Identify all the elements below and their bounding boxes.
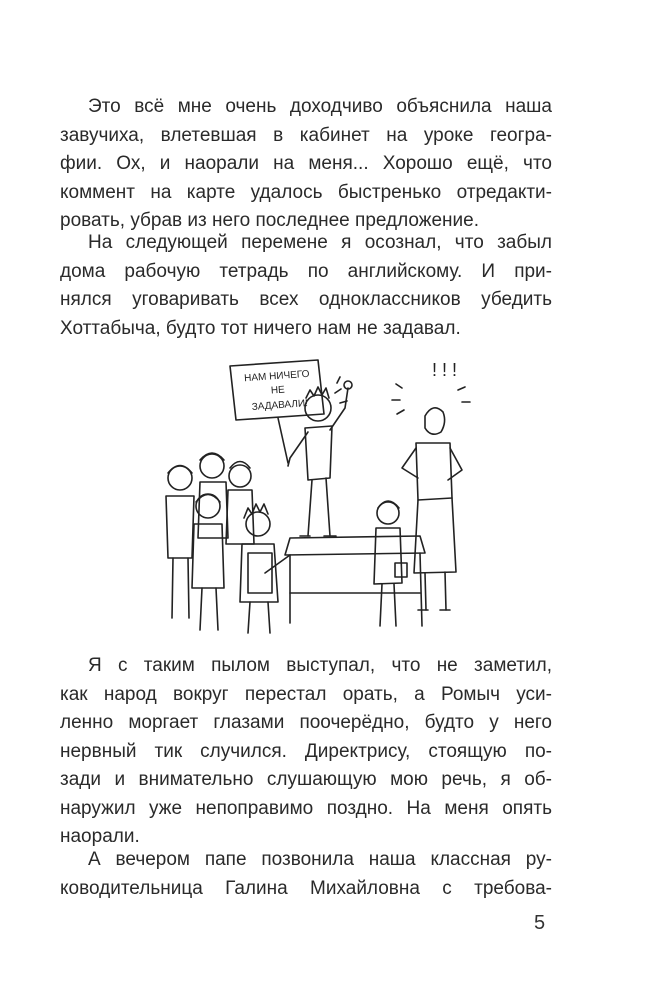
paragraph-2 [60, 229, 552, 343]
text-line: Хоттабыча, будто тот ничего нам не задавал. [60, 317, 461, 339]
text-line: фии. Ох, и наорали на меня... Хорошо ещё, что [60, 153, 552, 174]
text-line: коммент на карте удалось быстренько отредакти- [60, 181, 552, 203]
sign-line: НАМ НИЧЕГО [243, 368, 310, 385]
text-line: ровать, убрав из него последнее предложение. [60, 210, 480, 231]
text-line: нервный тик случился. Директрису, стоящую по- [60, 740, 552, 762]
illustration [140, 348, 520, 638]
paragraph-3 [60, 652, 552, 852]
girl [374, 501, 407, 626]
page-number: 5 [534, 912, 546, 934]
text-line: ководительница Галина Михайловна с требова- [60, 877, 552, 899]
director [392, 360, 470, 610]
text-line: ленно моргает глазами поочерёдно, будто у него [60, 712, 552, 733]
text-line: А вечером папе позвонила наша классная ру- [88, 849, 552, 870]
text-line: наружил уже непоправимо поздно. На меня опять [60, 797, 552, 819]
text-line: нялся уговаривать всех одноклассников убедить [60, 289, 552, 310]
text-line: зади и внимательно слушающую мою речь, я об- [60, 769, 552, 790]
text-line: Это всё мне очень доходчиво объяснила наша [88, 96, 552, 117]
classmates-group [166, 453, 278, 633]
text-line: Я с таким пылом выступал, что не заметил, [88, 655, 552, 676]
text-line: На следующей перемене я осознал, что забыл [88, 232, 552, 253]
text-line: завучиха, влетевшая в кабинет на уроке геогра- [60, 124, 552, 146]
paragraph-4 [60, 846, 552, 903]
protest-sign [230, 360, 324, 463]
exclamation-marks: ! ! ! [432, 360, 458, 380]
paragraph-1 [60, 93, 552, 236]
text-line: наорали. [60, 826, 140, 847]
sign-line: НЕ [270, 384, 286, 397]
sign-line: ЗАДАВАЛИ! [251, 398, 309, 413]
text-line: дома рабочую тетрадь по английскому. И при- [60, 260, 552, 282]
text-line: как народ вокруг перестал орать, а Ромыч уси- [60, 683, 552, 705]
